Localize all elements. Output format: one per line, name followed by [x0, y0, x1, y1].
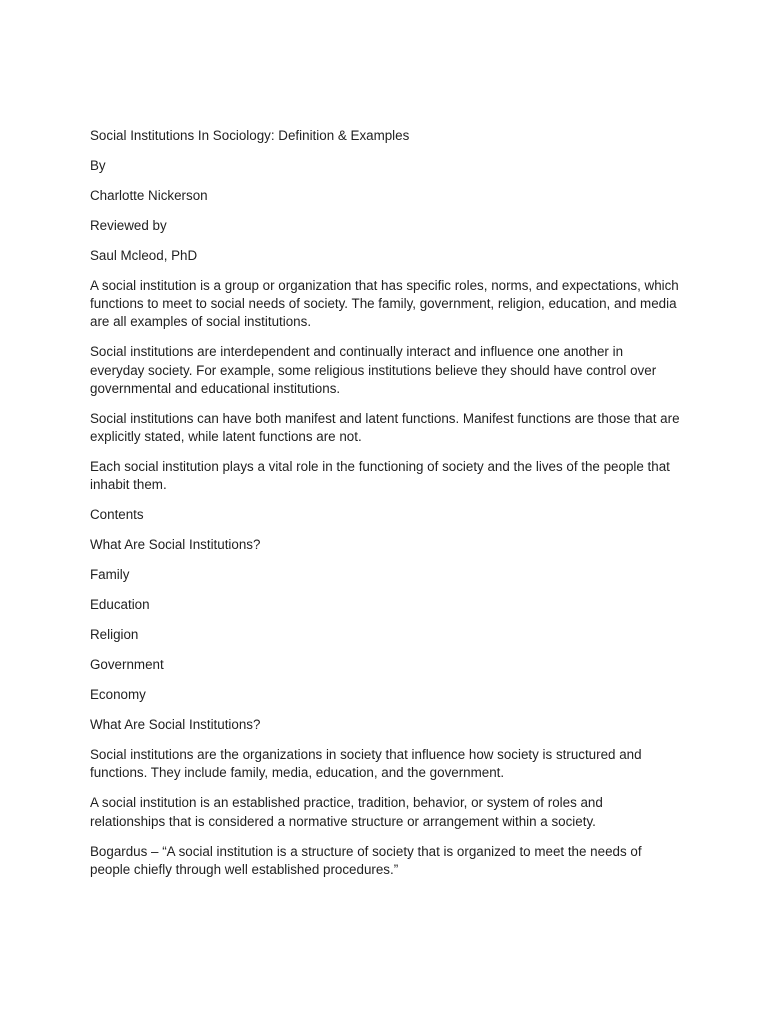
contents-item-what-are-social-institutions: What Are Social Institutions? [90, 537, 261, 553]
contents-item-religion: Religion [90, 627, 139, 643]
document-title: Social Institutions In Sociology: Definition & Examples [90, 128, 410, 143]
author-name: Charlotte Nickerson [90, 188, 208, 203]
contents-item-government: Government [90, 657, 164, 673]
contents-heading: Contents [90, 507, 144, 523]
section-heading: What Are Social Institutions? [90, 717, 261, 733]
reviewed-by-label: Reviewed by [90, 218, 167, 233]
document-page [90, 127, 680, 891]
contents-item-education: Education [90, 597, 150, 613]
intro-paragraph: A social institution is a group or organization that has specific roles, norms, and expectations, which functions to meet to social needs of society. The family, government, religion, education, and media are all examples of social institutions. [90, 278, 679, 330]
intro-paragraph: Social institutions are interdependent and continually interact and influence one another in everyday society. For example, some religious institutions believe they should have control over governmental and educational institutions. [90, 344, 657, 396]
contents-item-family: Family [90, 567, 130, 583]
by-label: By [90, 158, 106, 173]
contents-item-economy: Economy [90, 687, 146, 703]
section-paragraph: Bogardus – “A social institution is a structure of society that is organized to meet the needs of people chiefly through well established procedures.” [90, 843, 642, 877]
section-paragraph: Social institutions are the organizations in society that influence how society is structured and functions. They include family, media, education, and the government. [90, 747, 642, 781]
intro-paragraph: Each social institution plays a vital role in the functioning of society and the lives of the people that inhabit them. [90, 459, 670, 493]
intro-paragraph: Social institutions can have both manifest and latent functions. Manifest functions are those that are explicitly stated, while latent functions are not. [90, 410, 680, 445]
reviewer-name: Saul Mcleod, PhD [90, 248, 198, 263]
section-paragraph: A social institution is an established practice, tradition, behavior, or system of roles and relationships that is considered a normative structure or arrangement within a society. [90, 795, 603, 829]
